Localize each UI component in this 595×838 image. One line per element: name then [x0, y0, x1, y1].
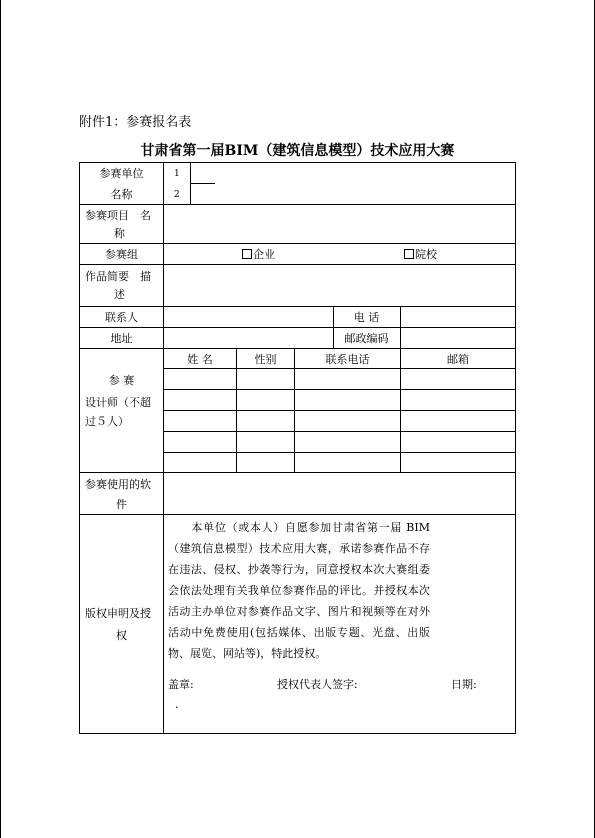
seal-label: 盖章:	[168, 678, 194, 691]
date-label: 日期:	[451, 678, 477, 691]
designer-header-email: 邮箱	[447, 353, 469, 366]
software-label: 参赛使用的软	[85, 478, 151, 491]
contact-label: 联系人	[105, 311, 138, 324]
unit-label-cont: 名称	[110, 188, 133, 201]
page-edge-left	[0, 0, 1, 838]
software-label-cont: 件	[116, 498, 127, 511]
copyright-statement: 本单位（或本人）自愿参加甘肃省第一届 BIM（建筑信息模型）技术应用大赛，承诺参赛作品不存在违法、侵权、抄袭等行为，同意授权本次大赛组委会依法处理有关我单位参赛作品的评比。并授权本次活动主办单位对参赛作品文字、图片和视频等在对外活动中免费使用(包括媒体、出版专题、光盘、出版物、展览、网站等)，特此授权。	[168, 521, 430, 660]
designer-header-gender: 性别	[254, 353, 277, 366]
designer-label: 参 赛	[108, 374, 135, 387]
designer-label-cont: 设计师（不超	[85, 396, 151, 409]
unit-label: 参赛单位	[99, 167, 144, 180]
project-label-cont: 称	[114, 227, 125, 240]
checkbox-icon[interactable]	[404, 249, 414, 259]
designer-header-name: 姓 名	[187, 353, 213, 366]
group-label: 参赛组	[105, 248, 138, 261]
unit-index-1: 1	[174, 169, 180, 179]
phone-label: 电 话	[353, 311, 380, 324]
copyright-label-cont: 权	[116, 629, 127, 642]
checkbox-icon[interactable]	[242, 249, 252, 259]
summary-label: 作品简要 描	[85, 270, 151, 283]
option-enterprise-label: 企业	[253, 248, 275, 261]
option-enterprise[interactable]	[242, 247, 275, 262]
copyright-label: 版权申明及授	[85, 607, 151, 620]
summary-label-cont: 述	[114, 288, 125, 301]
designer-header-phone: 联系电话	[325, 353, 370, 366]
designer-label-cont2: 过５人）	[85, 415, 129, 428]
project-label: 参赛项目 名	[85, 209, 151, 222]
sign-label: 授权代表人签字:	[277, 678, 358, 691]
attachment-label: 附件1：参赛报名表	[79, 115, 192, 130]
unit-index-2: 2	[174, 190, 180, 200]
registration-form	[79, 162, 516, 734]
option-school[interactable]	[404, 247, 437, 262]
option-school-label: 院校	[415, 248, 437, 261]
address-label: 地址	[110, 332, 133, 345]
postcode-label: 邮政编码	[344, 332, 389, 345]
dot-mark: .	[175, 698, 179, 711]
form-title: 甘肃省第一届BIM（建筑信息模型）技术应用大赛	[140, 143, 455, 159]
